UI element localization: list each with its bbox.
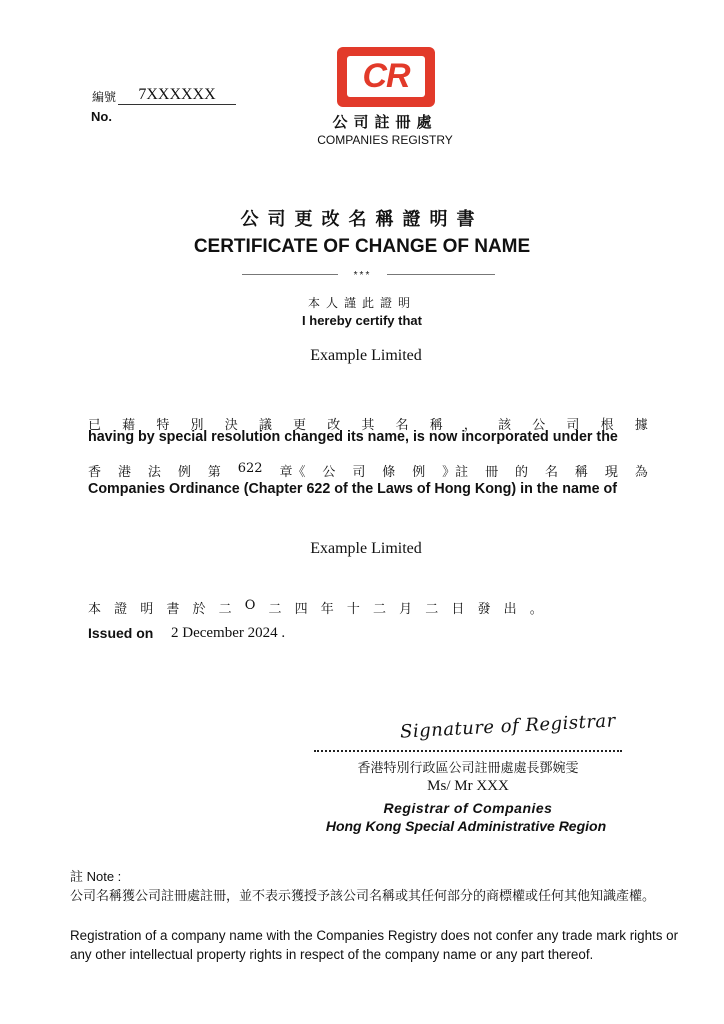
spaced-char: 證 — [114, 602, 128, 617]
certify-statement-en: I hereby certify that — [302, 313, 422, 328]
certificate-title-en: CERTIFICATE OF CHANGE OF NAME — [193, 236, 531, 257]
spaced-char: 二 — [373, 602, 387, 617]
spaced-char: 》註 — [442, 465, 469, 480]
certificate-number-value: 7XXXXXX — [118, 86, 236, 105]
spaced-char: 於 — [192, 602, 206, 617]
spaced-char: 二 — [425, 602, 439, 617]
spaced-char: 冊 — [485, 465, 499, 480]
registrar-region: Hong Kong Special Administrative Region — [325, 818, 607, 834]
new-company-name: Example Limited — [310, 540, 422, 557]
registrar-title: Registrar of Companies — [383, 800, 553, 816]
body-line-2-en: Companies Ordinance (Chapter 622 of the Laws of Hong Kong) in the name of — [88, 481, 618, 497]
spaced-char: 公 — [532, 418, 546, 433]
spaced-char: 四 — [294, 602, 308, 617]
issued-date-value: 2 December 2024 . — [171, 625, 286, 641]
spaced-char: 香 — [88, 465, 102, 480]
spaced-char: 發 — [477, 602, 491, 617]
issue-date-zh — [88, 598, 543, 617]
registrar-name-en: Ms/ Mr XXX — [427, 778, 509, 794]
spaced-char: 改 — [327, 418, 341, 433]
spaced-char: 本 — [88, 602, 102, 617]
spaced-char: 名 — [544, 465, 558, 480]
divider-right — [387, 274, 495, 275]
spaced-char: 已 — [88, 418, 102, 433]
spaced-char: 根 — [600, 418, 614, 433]
spaced-char: 書 — [166, 602, 180, 617]
spaced-char: 第 — [207, 465, 221, 480]
spaced-char: 日 — [451, 602, 465, 617]
body-line-2-zh — [88, 461, 648, 480]
certificate-title-zh: 公司更改名稱證明書 — [240, 209, 484, 230]
spaced-char: 例 — [412, 465, 426, 480]
body-line-1-en: having by special resolution changed its name, is now incorporated under the — [88, 429, 618, 445]
spaced-char: 章《 — [279, 465, 306, 480]
spaced-char: 其 — [361, 418, 375, 433]
spaced-char: 為 — [634, 465, 648, 480]
logo-inner — [347, 56, 425, 97]
note-text-zh: 公司名稱獲公司註冊處註冊，並不表示獲授予該公司名稱或其任何部分的商標權或任何其他知識產權。 — [70, 889, 656, 904]
spaced-char: 622 — [237, 461, 263, 476]
spaced-char: 司 — [566, 418, 580, 433]
spaced-char: 該 — [498, 418, 512, 433]
spaced-char: 據 — [634, 418, 648, 433]
spaced-char: ， — [463, 418, 477, 433]
spaced-char: 的 — [515, 465, 529, 480]
spaced-char: 十 — [346, 602, 360, 617]
spaced-char: O — [244, 598, 256, 613]
spaced-char: 藉 — [122, 418, 136, 433]
certificate-number-label-zh: 編號 — [92, 90, 117, 104]
spaced-char: 年 — [320, 602, 334, 617]
spaced-char: 司 — [352, 465, 366, 480]
spaced-char: 更 — [293, 418, 307, 433]
certificate-number-label-en: No. — [91, 109, 112, 124]
spaced-char: 例 — [177, 465, 191, 480]
registrar-name-zh: 香港特別行政區公司註冊處處長鄧婉雯 — [357, 761, 579, 776]
logo-text: CR — [362, 57, 410, 95]
spaced-char: 現 — [604, 465, 618, 480]
spaced-char: 明 — [140, 602, 154, 617]
spaced-char: 特 — [156, 418, 170, 433]
spaced-char: 決 — [224, 418, 238, 433]
spaced-char: 稱 — [574, 465, 588, 480]
divider-stars: *** — [353, 270, 372, 281]
spaced-char: 二 — [218, 602, 232, 617]
signature-line — [314, 750, 622, 752]
spaced-char: 稱 — [429, 418, 443, 433]
spaced-char: 議 — [258, 418, 272, 433]
spaced-char: 名 — [395, 418, 409, 433]
registrar-signature: Signature of Registrar — [399, 710, 617, 743]
spaced-char: 港 — [117, 465, 131, 480]
note-label: 註 Note : — [70, 869, 122, 884]
spaced-char: 出 — [503, 602, 517, 617]
spaced-char: 條 — [382, 465, 396, 480]
spaced-char: 別 — [190, 418, 204, 433]
spaced-char: 法 — [147, 465, 161, 480]
issued-on-label: Issued on — [88, 625, 154, 641]
spaced-char: 。 — [529, 602, 543, 617]
divider-left — [242, 274, 338, 275]
former-company-name: Example Limited — [310, 347, 422, 364]
certify-statement-zh: 本人謹此證明 — [307, 296, 416, 310]
note-text-en: Registration of a company name with the Companies Registry does not confer any trade mark rights or any other intellectual property rights in respect of the company name or any part thereof. — [70, 928, 679, 962]
spaced-char: 二 — [268, 602, 282, 617]
spaced-char: 月 — [399, 602, 413, 617]
spaced-char: 公 — [322, 465, 336, 480]
registry-name-en: COMPANIES REGISTRY — [317, 133, 453, 147]
registry-name-zh: 公司註冊處 — [332, 113, 438, 131]
